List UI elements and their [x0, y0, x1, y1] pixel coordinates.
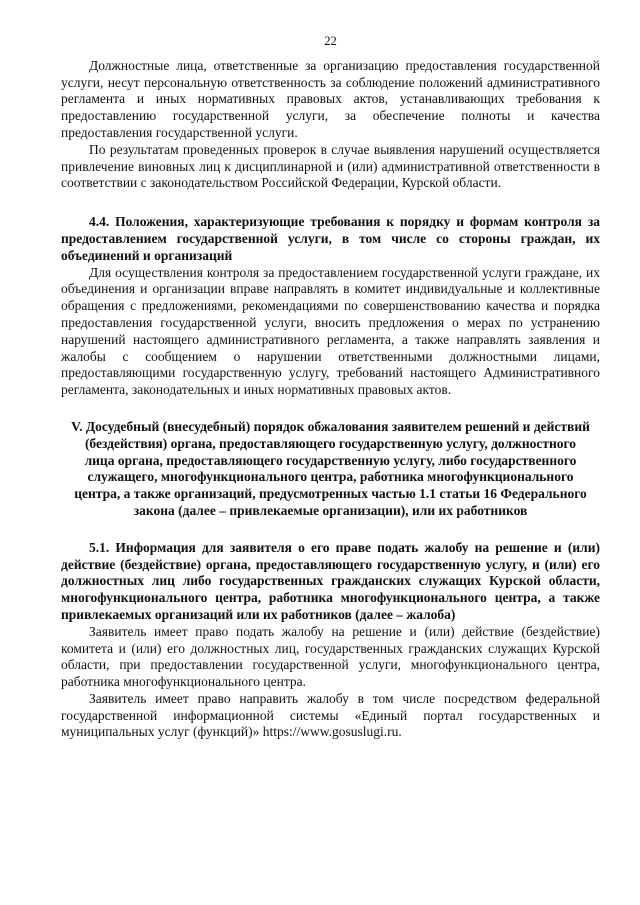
heading-5-1: 5.1. Информация для заявителя о его праве подать жалобу на решение и (или) действие (бездействие) органа, предоставляющего государственную услугу, и (или) его должностных лиц либо государственных гражданских служащих Курской области, многофункционального центра, работника многофункционального центра, а также привлекаемых организаций или их работников (далее – жалоба) — [61, 539, 600, 622]
paragraph-citizen-control: Для осуществления контроля за предоставлением государственной услуги граждане, их объединения и организации вправе направлять в комитет индивидуальные и коллективные обращения с предложениями, рекомендациями по совершенствованию качества и порядка предоставления государственной услуги, вносить предложения о мерах по устранению нарушений настоящего административного регламента, а также направлять заявления и жалобы с сообщением о нарушении ответственными должностными лицами, предоставляющими государственную услугу, требований настоящего Административного регламента, законодательных и иных нормативных правовых актов. — [61, 264, 600, 398]
page-number: 22 — [324, 34, 337, 48]
heading-chapter-5: V. Досудебный (внесудебный) порядок обжалования заявителем решений и действий (бездействия) органа, предоставляющего государственную услугу, должностного лица органа, предоставляющего государственную услугу, либо государственного служащего, многофункционального центра, работника многофункционального центра, а также организаций, предусмотренных частью 1.1 статьи 16 Федерального закона (далее – привлекаемые организации), или их работников — [71, 418, 590, 518]
paragraph-inspections: По результатам проведенных проверок в случае выявления нарушений осуществляется привлечение виновных лиц к дисциплинарной и (или) административной ответственности в соответствии с законодательством Российской Федерации, Курской области. — [61, 141, 600, 191]
heading-4-4: 4.4. Положения, характеризующие требования к порядку и формам контроля за предоставлением государственной услуги, в том числе со стороны граждан, их объединений и организаций — [61, 214, 600, 263]
paragraph-responsibility: Должностные лица, ответственные за организацию предоставления государственной услуги, несут персональную ответственность за соблюдение положений административного регламента и иных нормативных правовых актов, устанавливающих требования к предоставлению государственной услуги, за обеспечение полноты и качества предоставления государственной услуги. — [61, 57, 600, 140]
paragraph-complaint-right: Заявитель имеет право подать жалобу на решение и (или) действие (бездействие) комитета и (или) его должностных лиц, государственных гражданских служащих Курской области, при предоставлении государственной услуги, многофункционального центра, работника многофункционального центра. — [61, 623, 600, 690]
paragraph-complaint-portal: Заявитель имеет право направить жалобу в том числе посредством федеральной государственной информационной системы «Единый портал государственных и муниципальных услуг (функций)» https://www.gosuslugi.ru. — [61, 690, 600, 740]
